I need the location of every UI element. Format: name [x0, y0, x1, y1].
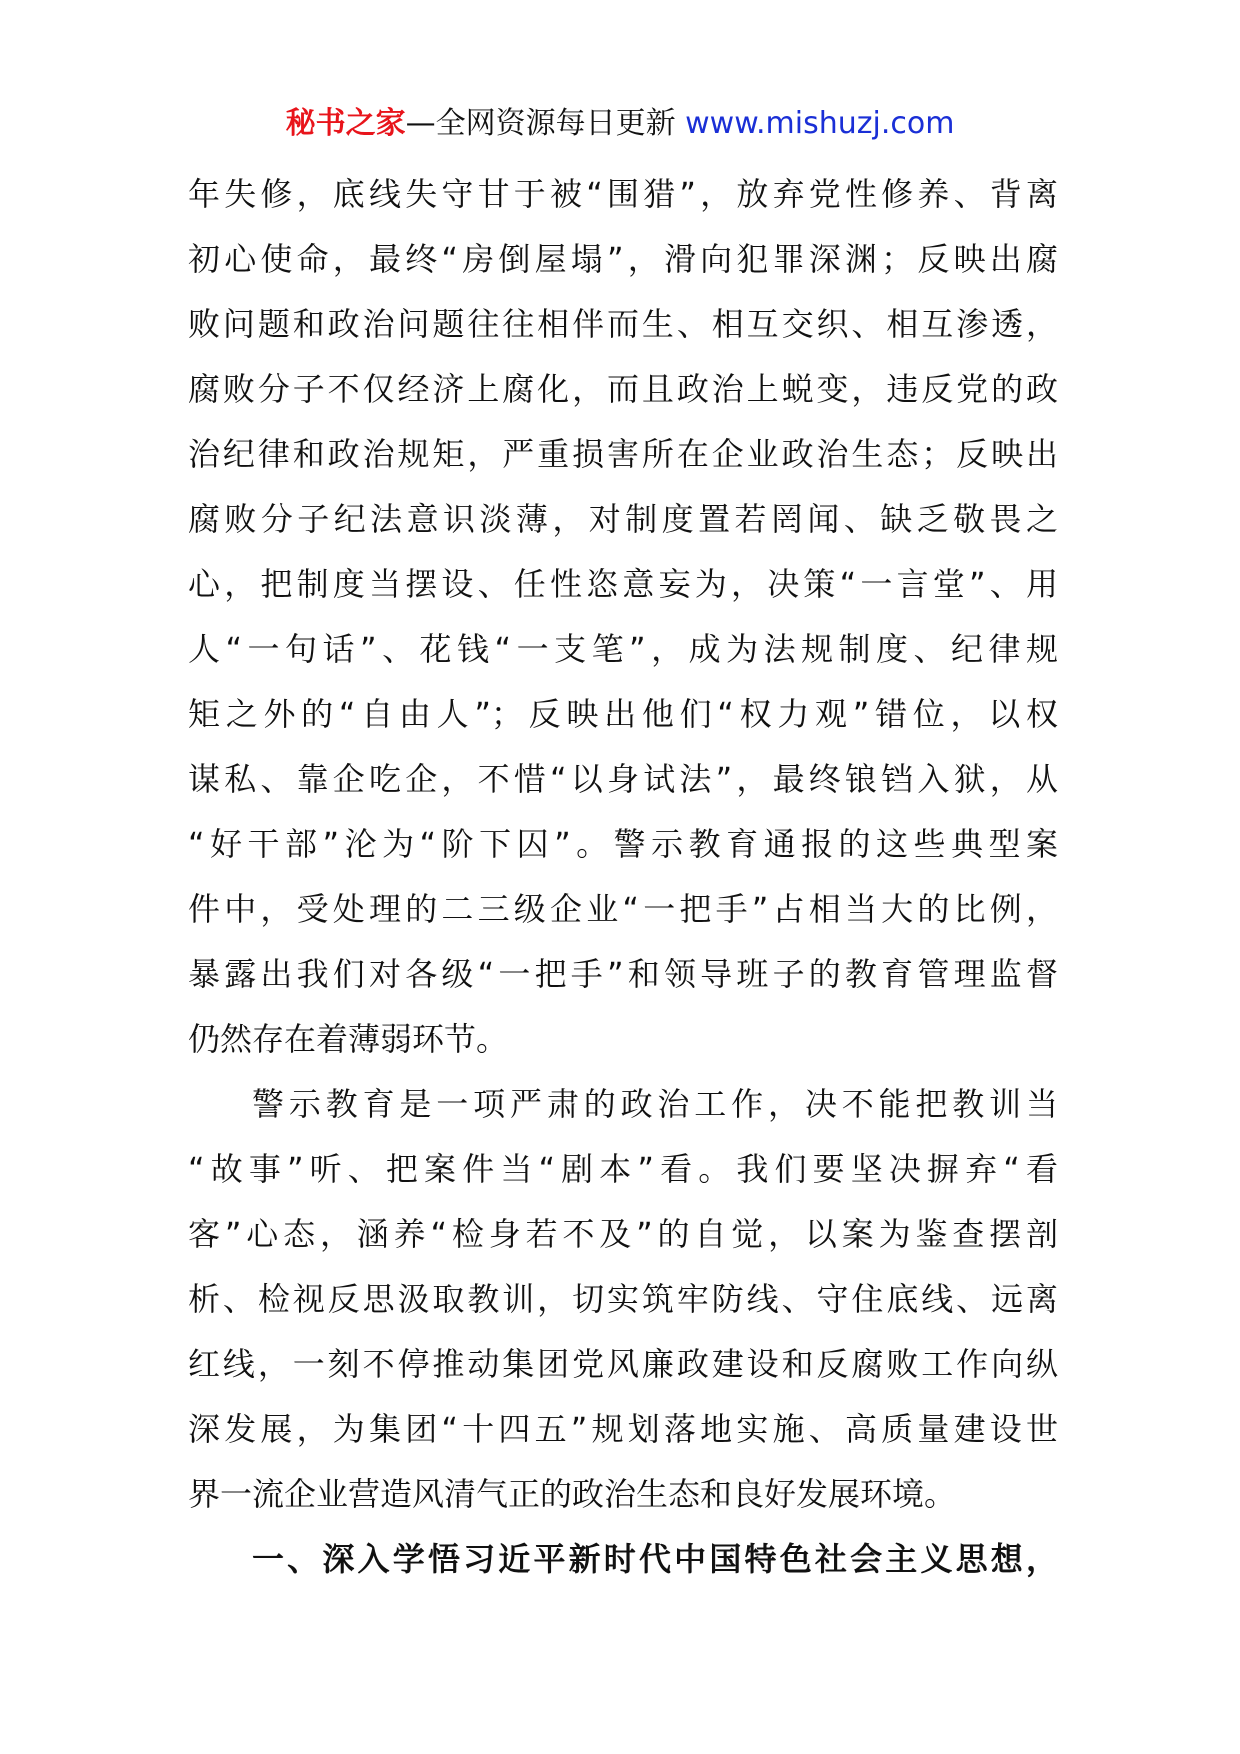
body-line: 心，把制度当摆设、任性恣意妄为，决策“一言堂”、用 [188, 565, 1058, 603]
body-line: 析、检视反思汲取教训，切实筑牢防线、守住底线、远离 [188, 1280, 1058, 1318]
body-line: 败问题和政治问题往往相伴而生、相互交织、相互渗透， [188, 305, 1058, 343]
body-line: 客”心态，涵养“检身若不及”的自觉，以案为鉴查摆剖 [188, 1215, 1058, 1253]
body-line: “故事”听、把案件当“剧本”看。我们要坚决摒弃“看 [188, 1150, 1058, 1188]
body-line: 年失修，底线失守甘于被“围猎”，放弃党性修养、背离 [188, 175, 1058, 213]
body-line: 谋私、靠企吃企，不惜“以身试法”，最终锒铛入狱，从 [188, 760, 1058, 798]
body-line: 治纪律和政治规矩，严重损害所在企业政治生态；反映出 [188, 435, 1058, 473]
body-line: 深发展，为集团“十四五”规划落地实施、高质量建设世 [188, 1410, 1058, 1448]
section-heading: 一、深入学悟习近平新时代中国特色社会主义思想， [252, 1540, 1058, 1578]
body-line: 初心使命，最终“房倒屋塌”，滑向犯罪深渊；反映出腐 [188, 240, 1058, 278]
body-line: 腐败分子不仅经济上腐化，而且政治上蜕变，违反党的政 [188, 370, 1058, 408]
paragraph-first-line: 警示教育是一项严肃的政治工作，决不能把教训当 [252, 1085, 1058, 1123]
body-line: 件中，受处理的二三级企业“一把手”占相当大的比例， [188, 890, 1058, 928]
header-url-link[interactable]: www.mishuzj.com [685, 106, 955, 141]
body-line: 人“一句话”、花钱“一支笔”，成为法规制度、纪律规 [188, 630, 1058, 668]
page-header [0, 104, 1240, 144]
body-line: 腐败分子纪法意识淡薄，对制度置若罔闻、缺乏敬畏之 [188, 500, 1058, 538]
header-brand: 秘书之家 [285, 106, 406, 141]
body-line: 暴露出我们对各级“一把手”和领导班子的教育管理监督 [188, 955, 1058, 993]
document-body [188, 162, 1058, 1592]
body-line: 红线，一刻不停推动集团党风廉政建设和反腐败工作向纵 [188, 1345, 1058, 1383]
body-line: “好干部”沦为“阶下囚”。警示教育通报的这些典型案 [188, 825, 1058, 863]
body-line: 仍然存在着薄弱环节。 [188, 1020, 509, 1058]
body-line: 矩之外的“自由人”；反映出他们“权力观”错位，以权 [188, 695, 1058, 733]
header-tagline: —全网资源每日更新 [405, 106, 686, 141]
body-line: 界一流企业营造风清气正的政治生态和良好发展环境。 [188, 1475, 957, 1513]
